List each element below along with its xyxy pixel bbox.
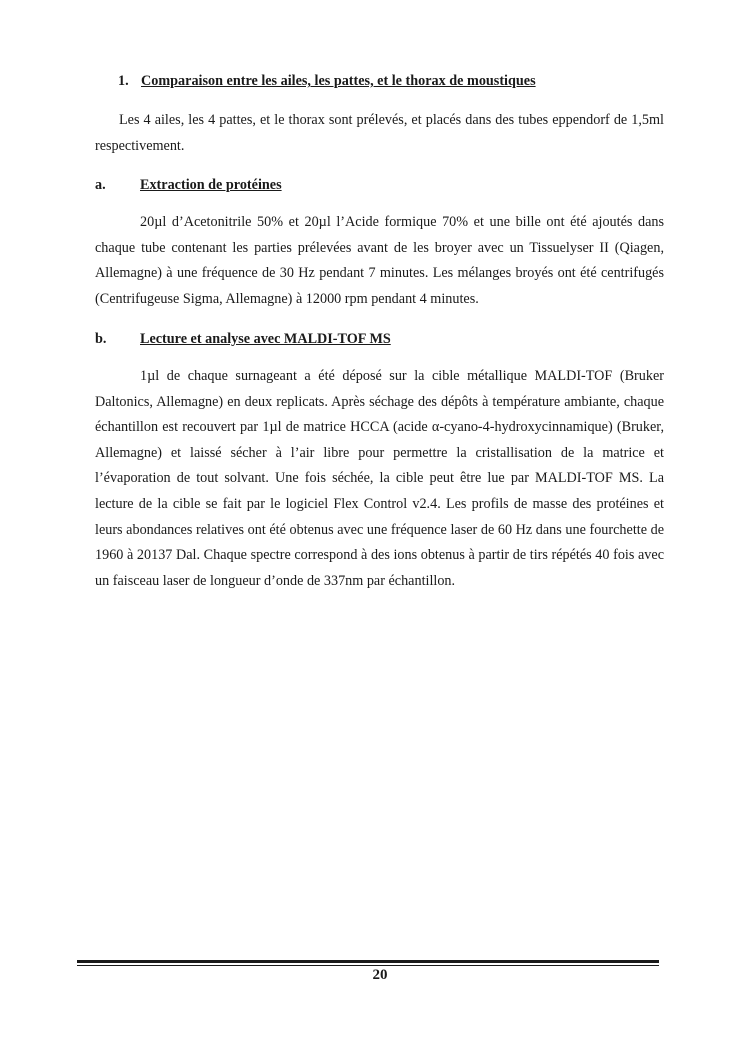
section-number: 1.: [118, 73, 129, 89]
subsection-b-heading: Lecture et analyse avec MALDI-TOF MS: [140, 331, 391, 347]
section-paragraph: Les 4 ailes, les 4 pattes, et le thorax sont prélevés, et placés dans des tubes eppendorf de 1,5ml respectivement.: [95, 112, 664, 154]
subsection-a-number: a.: [95, 177, 106, 193]
footer-rule-thin: [77, 965, 659, 966]
section-heading: Comparaison entre les ailes, les pattes, et le thorax de moustiques: [141, 73, 536, 89]
subsection-b-number: b.: [95, 331, 107, 347]
subsection-a-heading: Extraction de protéines: [140, 177, 282, 193]
footer-rule-thick: [77, 960, 659, 963]
page-number: 20: [372, 967, 388, 983]
subsection-a-paragraph: 20µl d’Acetonitrile 50% et 20µl l’Acide formique 70% et une bille ont été ajoutés dans chaque tube contenant les parties prélevées avant de les broyer avec un Tissuelyser II (Qiagen, Allemagne) à une fréquence de 30 Hz pendant 7 minutes. Les mélanges broyés ont été centrifugés (Centrifugeuse Sigma, Allemagne) à 12000 rpm pendant 4 minutes.: [95, 214, 664, 307]
subsection-b-paragraph: 1µl de chaque surnageant a été déposé sur la cible métallique MALDI-TOF (Bruker Daltonics, Allemagne) en deux replicats. Après séchage des dépôts à température ambiante, chaque échantillon est recouvert par 1µl de matrice HCCA (acide α-cyano-4-hydroxycinnamique) (Bruker, Allemagne) et laissé sécher à l’air libre pour permettre la cristallisation de la matrice et l’évaporation de tout solvant. Une fois séchée, la cible peut être lue par MALDI-TOF MS. La lecture de la cible se fait par le logiciel Flex Control v2.4. Les profils de masse des protéines et leurs abondances relatives ont été obtenus avec une fréquence laser de 60 Hz dans une fourchette de 1960 à 20137 Dal. Chaque spectre correspond à des ions obtenus à partir de tirs répétés 40 fois avec un faisceau laser de longueur d’onde de 337nm par échantillon.: [95, 368, 664, 589]
